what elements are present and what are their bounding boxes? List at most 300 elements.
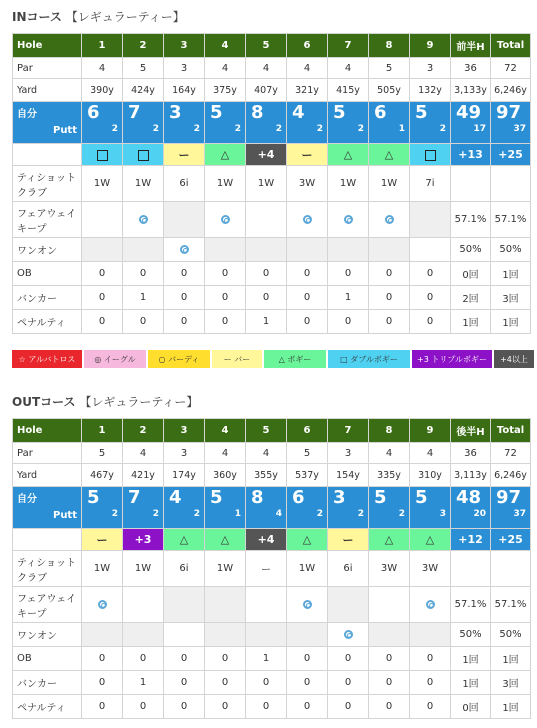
result-cell [82,144,123,166]
putt-label: Putt [52,125,77,136]
result-cell: △ [287,529,328,551]
one-on-row-cell [287,623,328,647]
hole-header-row-cell: 9 [410,34,451,58]
par-row-cell: 4 [82,58,123,79]
result-cell: +3 [123,529,164,551]
one-on-row-cell [328,623,369,647]
tee-club-cell: 1W [369,166,410,202]
stroke-count: 5 [415,102,428,123]
hole-header-row-cell: 8 [369,419,410,443]
in-scorecard-table [12,33,531,334]
hole-header-row-cell: 4 [205,419,246,443]
penalty-row-cell: 1 [246,310,287,334]
result-cell: +12 [451,529,491,551]
fairway-row-label: フェアウェイキープ [13,202,82,238]
tee-club-row [13,551,531,587]
score-cell [123,487,164,529]
result-cell [123,144,164,166]
yard-row-cell: 164y [164,79,205,102]
score-cell [164,487,205,529]
yard-row-label: Yard [13,79,82,102]
bunker-row-cell: 0 [328,671,369,695]
par-row-cell: 4 [246,58,287,79]
yard-row-cell: 424y [123,79,164,102]
tee-club-label: ティショットクラブ [13,551,82,587]
ob-row-cell: 0 [328,262,369,286]
fairway-row-cell [369,587,410,623]
result-cell: ー [287,144,328,166]
yard-row-cell: 6,246y [491,464,531,487]
legend-item: ☆ アルバトロス [12,350,82,368]
yard-row-cell: 335y [369,464,410,487]
result-cell: △ [164,529,205,551]
par-row-cell: 4 [287,58,328,79]
fairway-row-label: フェアウェイキープ [13,587,82,623]
tee-club-cell [451,166,491,202]
tee-club-cell: 6i [164,166,205,202]
hole-header-row-cell: 9 [410,419,451,443]
result-label-cell [13,529,82,551]
penalty-row-cell: 0 [205,695,246,719]
fairway-row-cell: 57.1% [491,587,531,623]
yard-row-cell: 421y [123,464,164,487]
tee-club-cell: 1W [205,166,246,202]
score-cell [410,102,451,144]
par-row-cell: 5 [369,58,410,79]
par-row-cell: 3 [164,58,205,79]
bunker-row-cell: 0 [82,671,123,695]
result-cell: ー [164,144,205,166]
yard-row-cell: 3,113y [451,464,491,487]
bunker-row-cell: 0 [410,671,451,695]
one-on-row-cell [246,238,287,262]
putt-count: 2 [275,124,282,134]
tee-club-row [13,166,531,202]
penalty-row-cell: 0 [328,695,369,719]
fairway-row [13,202,531,238]
penalty-row-cell: 0 [123,310,164,334]
bunker-row-cell: 0 [287,671,328,695]
putt-count: 3 [439,509,446,519]
tee-club-cell: 1W [82,551,123,587]
hole-header-row-label: Hole [13,419,82,443]
result-cell: ー [82,529,123,551]
one-on-row-cell: 50% [451,623,491,647]
bunker-row-cell: 1 [328,286,369,310]
putt-count: 2 [193,124,200,134]
score-cell [451,102,491,144]
ob-row-cell: 0 [205,647,246,671]
bunker-row-cell: 0 [369,671,410,695]
legend-item: △ ボギー [264,350,326,368]
fairway-hit-icon [344,630,353,639]
yard-row-cell: 154y [328,464,369,487]
hole-header-row-label: Hole [13,34,82,58]
par-row-cell: 4 [410,443,451,464]
yard-row-cell: 407y [246,79,287,102]
score-cell [246,487,287,529]
hole-header-row-cell: 3 [164,34,205,58]
ob-row [13,647,531,671]
hole-header-row-cell: Total [491,34,531,58]
fairway-hit-icon [426,600,435,609]
score-cell [82,102,123,144]
result-cell: △ [369,529,410,551]
stroke-count: 7 [128,102,141,123]
hole-header-row-cell: 6 [287,419,328,443]
yard-row-label: Yard [13,464,82,487]
penalty-row-cell: 0 [410,310,451,334]
stroke-count: 49 [456,102,482,123]
penalty-row-cell: 0 [246,695,287,719]
tee-club-cell: ー [246,551,287,587]
hole-header-row-cell: 6 [287,34,328,58]
score-legend [12,350,534,368]
out-tee-label: 【レギュラーティー】 [79,395,199,409]
ob-row-cell: 0回 [451,262,491,286]
score-cell [369,487,410,529]
tee-club-cell: 1W [82,166,123,202]
stroke-count: 3 [169,102,182,123]
putt-count: 2 [234,124,241,134]
penalty-row-cell: 0 [82,695,123,719]
fairway-hit-icon [180,245,189,254]
fairway-row-cell [328,587,369,623]
putt-count: 2 [111,509,118,519]
hole-header-row-cell: 1 [82,34,123,58]
penalty-row-label: ペナルティ [13,695,82,719]
score-label: 自分 [17,494,37,505]
one-on-row-cell [369,623,410,647]
tee-club-cell [491,166,531,202]
stroke-count: 97 [496,487,522,508]
fairway-hit-icon [385,215,394,224]
par-row-cell: 4 [246,443,287,464]
par-row-cell: 3 [410,58,451,79]
bunker-row-cell: 0 [205,286,246,310]
result-cell: +25 [491,144,531,166]
stroke-count: 3 [333,487,346,508]
par-row-cell: 72 [491,443,531,464]
hole-header-row-cell: 2 [123,419,164,443]
bunker-row-cell: 0 [164,286,205,310]
fairway-row-cell [410,587,451,623]
yard-row-cell: 3,133y [451,79,491,102]
double-bogey-square-icon [97,150,108,161]
stroke-count: 4 [169,487,182,508]
result-cell: +4 [246,144,287,166]
tee-club-cell: 1W [123,551,164,587]
putt-count: 37 [513,509,526,519]
one-on-row-cell: 50% [451,238,491,262]
bunker-row-cell: 0 [205,671,246,695]
hole-header-row-cell: 2 [123,34,164,58]
score-cell [410,487,451,529]
stroke-count: 5 [210,102,223,123]
result-cell: +13 [451,144,491,166]
result-cell [410,144,451,166]
ob-row [13,262,531,286]
ob-row-cell: 0 [369,647,410,671]
bunker-row-cell: 1 [123,286,164,310]
in-course-title [12,8,185,25]
hole-header-row-cell: 4 [205,34,246,58]
result-cell: △ [328,144,369,166]
ob-row-cell: 0 [82,647,123,671]
stroke-count: 97 [496,102,522,123]
score-label: 自分 [17,109,37,120]
one-on-row-cell [123,623,164,647]
fairway-row-cell [205,587,246,623]
fairway-row-cell [123,202,164,238]
bunker-row [13,671,531,695]
putt-count: 2 [111,124,118,134]
par-row-label: Par [13,58,82,79]
par-row [13,58,531,79]
yard-row [13,464,531,487]
yard-row-cell: 415y [328,79,369,102]
penalty-row-cell: 0 [328,310,369,334]
bunker-row-cell: 2回 [451,286,491,310]
bunker-row-cell: 0 [164,671,205,695]
fairway-hit-icon [303,215,312,224]
in-course-name: INコース [12,10,62,24]
score-cell [328,102,369,144]
ob-row-cell: 0 [246,262,287,286]
stroke-count: 6 [374,102,387,123]
ob-row-cell: 0 [164,647,205,671]
bunker-row-cell: 0 [82,286,123,310]
bunker-row-cell: 0 [369,286,410,310]
tee-club-cell: 1W [205,551,246,587]
par-row-cell: 3 [164,443,205,464]
ob-row-cell: 0 [328,647,369,671]
one-on-row-cell [328,238,369,262]
ob-row-cell: 0 [287,647,328,671]
score-cell [287,102,328,144]
double-bogey-square-icon [425,150,436,161]
in-tee-label: 【レギュラーティー】 [65,10,185,24]
par-row-cell: 5 [123,58,164,79]
yard-row-cell: 360y [205,464,246,487]
fairway-row-cell [246,202,287,238]
ob-row-cell: 1 [246,647,287,671]
yard-row-cell: 505y [369,79,410,102]
stroke-count: 6 [87,102,100,123]
double-bogey-square-icon [138,150,149,161]
penalty-row-cell: 0 [82,310,123,334]
par-row-cell: 4 [205,443,246,464]
tee-club-label: ティショットクラブ [13,166,82,202]
tee-club-cell [451,551,491,587]
yard-row-cell: 6,246y [491,79,531,102]
fairway-row-cell [246,587,287,623]
ob-row-cell: 0 [410,262,451,286]
one-on-row-cell [410,238,451,262]
yard-row-cell: 390y [82,79,123,102]
score-label-cell [13,102,82,144]
stroke-count: 48 [456,487,482,508]
result-cell: △ [410,529,451,551]
result-cell: +25 [491,529,531,551]
putt-count: 2 [316,124,323,134]
stroke-count: 8 [251,487,264,508]
tee-club-cell: 6i [164,551,205,587]
par-row [13,443,531,464]
par-row-cell: 4 [328,58,369,79]
tee-club-cell: 1W [328,166,369,202]
score-cell [491,487,531,529]
penalty-row-cell: 0回 [451,695,491,719]
putt-count: 2 [439,124,446,134]
one-on-row-label: ワンオン [13,238,82,262]
par-row-cell: 36 [451,443,491,464]
penalty-row-cell: 0 [287,310,328,334]
par-row-cell: 4 [369,443,410,464]
yard-row-cell: 132y [410,79,451,102]
bunker-row [13,286,531,310]
par-row-cell: 3 [328,443,369,464]
tee-club-cell: 3W [369,551,410,587]
ob-row-cell: 1回 [451,647,491,671]
par-row-cell: 4 [123,443,164,464]
result-cell: △ [205,144,246,166]
yard-row-cell: 321y [287,79,328,102]
fairway-hit-icon [221,215,230,224]
stroke-count: 5 [415,487,428,508]
ob-row-cell: 0 [410,647,451,671]
yard-row-cell: 467y [82,464,123,487]
hole-header-row-cell: 5 [246,34,287,58]
hole-header-row-cell: 7 [328,34,369,58]
legend-item: □ ダブルボギー [328,350,410,368]
one-on-row-cell [164,623,205,647]
bunker-row-cell: 0 [287,286,328,310]
putt-count: 4 [275,509,282,519]
stroke-count: 4 [292,102,305,123]
legend-item: ー バー [212,350,262,368]
one-on-row-cell [246,623,287,647]
putt-count: 2 [152,124,159,134]
penalty-row-label: ペナルティ [13,310,82,334]
hole-header-row-cell: Total [491,419,531,443]
one-on-row-cell [410,623,451,647]
ob-row-cell: 0 [287,262,328,286]
fairway-row [13,587,531,623]
fairway-row-cell: 57.1% [451,587,491,623]
tee-club-cell: 7i [410,166,451,202]
par-row-label: Par [13,443,82,464]
par-row-cell: 72 [491,58,531,79]
fairway-row-cell [164,202,205,238]
ob-row-cell: 1回 [491,262,531,286]
par-row-cell: 36 [451,58,491,79]
result-row [13,144,531,166]
putt-count: 1 [234,509,241,519]
stroke-count: 5 [374,487,387,508]
penalty-row-cell: 1回 [451,310,491,334]
hole-header-row-cell: 後半H [451,419,491,443]
tee-club-cell: 1W [287,551,328,587]
putt-count: 17 [473,124,486,134]
ob-row-cell: 0 [369,262,410,286]
fairway-hit-icon [98,600,107,609]
yard-row-cell: 310y [410,464,451,487]
one-on-row-cell [82,238,123,262]
score-cell [328,487,369,529]
out-scorecard-table [12,418,531,719]
bunker-row-cell: 1回 [451,671,491,695]
result-cell: △ [369,144,410,166]
one-on-row-cell [205,623,246,647]
putt-count: 20 [473,509,486,519]
penalty-row [13,310,531,334]
hole-header-row-cell: 5 [246,419,287,443]
yard-row-cell: 355y [246,464,287,487]
one-on-row-cell [82,623,123,647]
bunker-row-cell: 1 [123,671,164,695]
fairway-hit-icon [139,215,148,224]
putt-count: 2 [152,509,159,519]
par-row-cell: 4 [205,58,246,79]
score-cell [205,102,246,144]
stroke-count: 6 [292,487,305,508]
fairway-row-cell: 57.1% [491,202,531,238]
one-on-row-cell [205,238,246,262]
bunker-row-label: バンカー [13,671,82,695]
stroke-count: 8 [251,102,264,123]
hole-header-row [13,419,531,443]
yard-row-cell: 375y [205,79,246,102]
tee-club-cell: 3W [410,551,451,587]
tee-club-cell: 1W [123,166,164,202]
one-on-row-label: ワンオン [13,623,82,647]
fairway-row-cell [82,202,123,238]
par-row-cell: 5 [82,443,123,464]
penalty-row-cell: 0 [287,695,328,719]
ob-row-cell: 0 [164,262,205,286]
penalty-row-cell: 1回 [491,695,531,719]
one-on-row-cell [164,238,205,262]
score-cell [287,487,328,529]
tee-club-cell [491,551,531,587]
tee-club-cell: 1W [246,166,287,202]
putt-label: Putt [52,510,77,521]
hole-header-row-cell: 1 [82,419,123,443]
legend-item: +3 トリプルボギー [412,350,492,368]
fairway-hit-icon [303,600,312,609]
penalty-row-cell: 0 [205,310,246,334]
fairway-hit-icon [344,215,353,224]
stroke-count: 7 [128,487,141,508]
bunker-row-cell: 0 [410,286,451,310]
bunker-row-cell: 0 [246,286,287,310]
tee-club-cell: 3W [287,166,328,202]
fairway-row-cell [287,202,328,238]
stroke-count: 5 [87,487,100,508]
putt-count: 1 [398,124,405,134]
stroke-count: 5 [333,102,346,123]
fairway-row-cell [123,587,164,623]
bunker-row-cell: 3回 [491,671,531,695]
yard-row-cell: 537y [287,464,328,487]
fairway-row-cell [164,587,205,623]
ob-row-cell: 0 [82,262,123,286]
ob-row-cell: 0 [123,647,164,671]
legend-item: +4以上 [494,350,534,368]
putt-count: 2 [398,509,405,519]
bunker-row-cell: 3回 [491,286,531,310]
